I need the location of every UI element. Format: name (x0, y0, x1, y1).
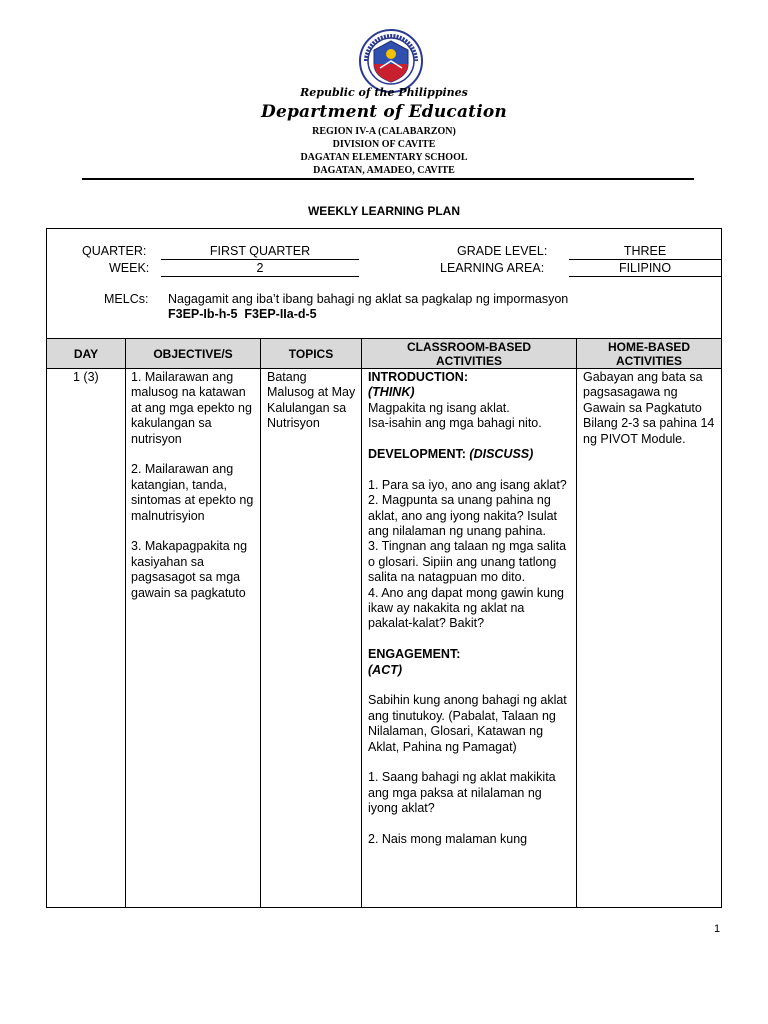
division-text: DIVISION OF CAVITE (332, 139, 436, 150)
melcs-text: Nagagamit ang iba’t ibang bahagi ng aklat sa pagkalap ng impormasyon (168, 292, 569, 306)
header-home-activities: HOME-BASED ACTIVITIES (607, 339, 690, 368)
objective-item: 1. Mailarawan ang malusog na katawan at ang mga epekto ng kakulangan sa nutrisyon (131, 370, 252, 446)
objective-item: 3. Makapagpakita ng kasiyahan sa pagsasagot sa mga gawain sa pagkatuto (131, 539, 248, 600)
school-name: DAGATAN ELEMENTARY SCHOOL (300, 152, 468, 163)
activity-line: Magpakita ng isang aklat. (368, 400, 510, 415)
melcs-label: MELCs: (104, 292, 149, 306)
header-day: DAY (73, 346, 99, 361)
header-topics: TOPICS (288, 346, 334, 361)
activity-line: 2. Nais mong malaman kung (368, 832, 528, 847)
week-label: WEEK: (109, 261, 150, 275)
introduction-sub: (THINK) (368, 385, 415, 400)
development-heading: DEVELOPMENT: (368, 447, 470, 462)
republic-text: Republic of the Philippines (300, 86, 468, 99)
header-objectives: OBJECTIVE/S (153, 346, 233, 361)
header-divider (82, 178, 694, 180)
activity-line: 2. Magpunta sa unang pahina ng aklat, ano ang iyong nakita? Isulat ang nilalaman ng unang pahina. (368, 493, 558, 539)
deped-seal-icon (358, 28, 424, 94)
grade-level-label: GRADE LEVEL: (457, 244, 548, 258)
grade-level-value: THREE (569, 244, 721, 260)
activity-line: 4. Ano ang dapat mong gawin kung ikaw ay nakakita ng aklat na pakalat-kalat? Bakit? (368, 585, 564, 631)
learning-area-value: FILIPINO (569, 261, 721, 277)
objective-item: 2. Mailarawan ang katangian, tanda, sintomas at epekto ng malnutrisyion (131, 462, 254, 523)
page-title: WEEKLY LEARNING PLAN (307, 204, 460, 218)
classroom-activities-cell (368, 370, 572, 900)
activity-line: 3. Tingnan ang talaan ng mga salita o glosari. Sipiin ang unang tatlong salita na natagpuan mo dito. (368, 539, 567, 585)
region-text: REGION IV-A (CALABARZON) (312, 126, 456, 137)
quarter-label: QUARTER: (82, 244, 147, 258)
objectives-cell (131, 370, 257, 601)
week-value: 2 (161, 261, 359, 277)
learning-area-label: LEARNING AREA: (440, 261, 545, 275)
topic-cell: Batang Malusog at May Kalulangan sa Nutrisyon (267, 370, 356, 431)
activity-line: Isa-isahin ang mga bahagi nito. (368, 416, 542, 431)
activity-line: Sabihin kung anong bahagi ng aklat ang tinutukoy. (Pabalat, Talaan ng Nilalaman, Glosari, Katawan ng Aklat, Pahina ng Pamagat) (368, 693, 567, 754)
activity-line: 1. Para sa iyo, ano ang isang aklat? (368, 477, 567, 492)
introduction-heading: INTRODUCTION: (368, 370, 468, 384)
header-classroom-activities: CLASSROOM-BASED ACTIVITIES (406, 339, 531, 368)
school-address: DAGATAN, AMADEO, CAVITE (313, 165, 455, 176)
engagement-sub: (ACT) (368, 662, 403, 677)
learning-plan-table (46, 228, 722, 908)
department-title: Department of Education (261, 102, 507, 122)
page-number: 1 (714, 923, 721, 935)
home-activities-cell: Gabayan ang bata sa pagsasagawa ng Gawain sa Pagkatuto Bilang 2-3 sa pahina 14 ng PIVOT Module. (583, 370, 715, 446)
engagement-heading: ENGAGEMENT: (368, 647, 461, 662)
development-sub: (DISCUSS) (469, 447, 534, 462)
quarter-value: FIRST QUARTER (161, 244, 359, 260)
day-cell: 1 (3) (73, 370, 99, 384)
melcs-codes: F3EP-Ib-h-5 F3EP-IIa-d-5 (168, 307, 317, 321)
activity-line: 1. Saang bahagi ng aklat makikita ang mga paksa at nilalaman ng iyong aklat? (368, 770, 556, 816)
